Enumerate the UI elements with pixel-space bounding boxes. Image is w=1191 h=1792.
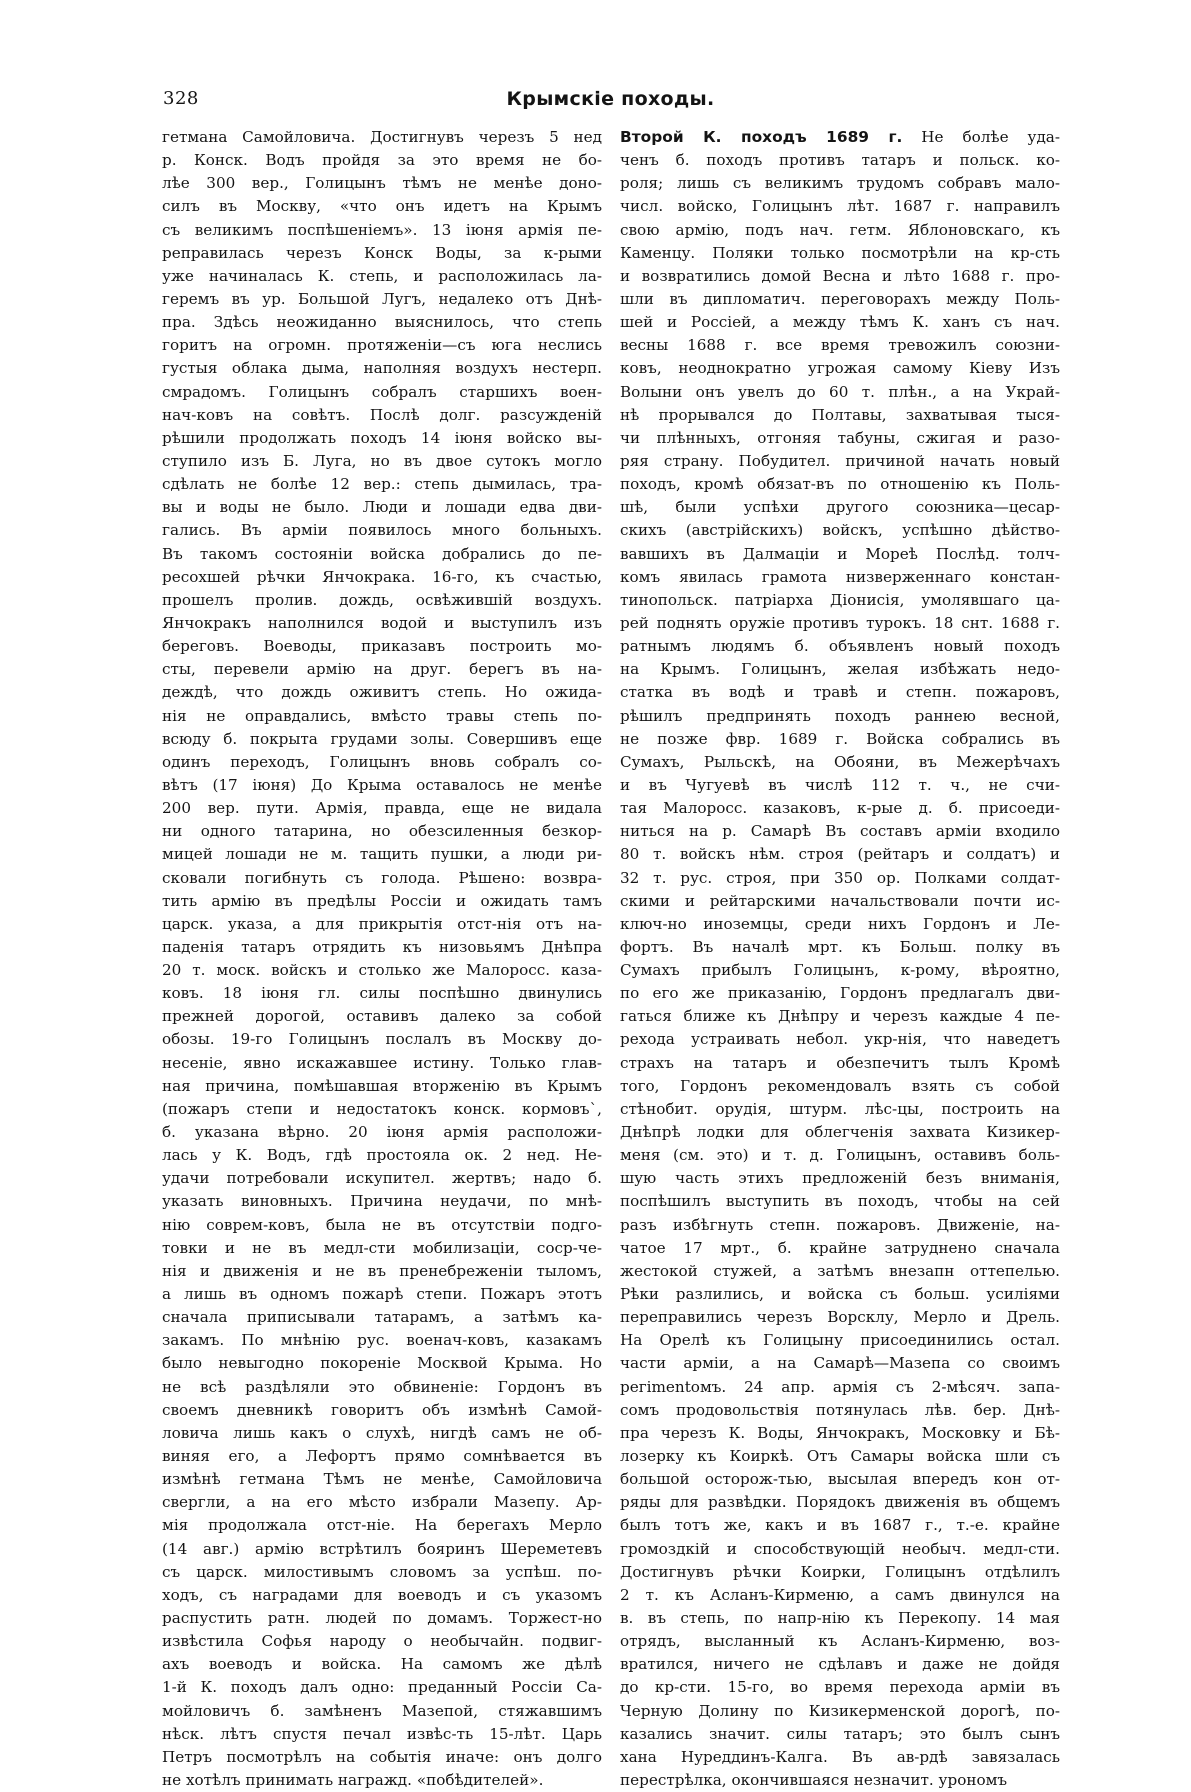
text-line: рѣшилъ предпринять походъ раннею весной, [620,706,1060,725]
text-line: Петръ посмотрѣлъ на событія иначе: онъ долго [162,1747,602,1766]
text-line: горитъ на огромн. протяженіи—съ юга неслись [162,336,602,355]
text-line: не хотѣлъ принимать награжд. «побѣдителей». [162,1770,544,1789]
text-line: скими и рейтарскими начальствовали почти ис- [620,891,1060,910]
text-line: закамъ. По мнѣнію рус. военач-ковъ, казакамъ [162,1331,602,1350]
text-line: гаться ближе къ Днѣпру и черезъ каждые 4 пе- [620,1007,1060,1026]
text-line: вы и воды не было. Люди и лошади едва дви- [162,498,602,517]
text-line: не позже фвр. 1689 г. Войска собрались въ [620,729,1060,748]
text-line: чатое 17 мрт., б. крайне затруднено сначала [620,1238,1060,1257]
text-line: жестокой стужей, а затѣмъ внезапн оттепелью. [620,1261,1060,1280]
text-line: чи плѣнныхъ, отгоняя табуны, сжигая и разо- [620,428,1060,447]
text-line: ни одного татарина, но обезсиленныя безкор- [162,822,602,841]
text-line: меня (см. это) и т. д. Голицынъ, оставивъ боль- [620,1146,1060,1165]
text-line: б. указана вѣрно. 20 іюня армія расположи- [162,1123,602,1142]
text-line: удачи потребовали искупител. жертвъ; надо б. [162,1169,602,1188]
text-line: поспѣшилъ выступить въ походъ, чтобы на сей [620,1192,1060,1211]
text-line: гались. Въ арміи появилось много больныхъ. [162,521,602,540]
text-line: тить армію въ предѣлы Россіи и ожидать тамъ [162,891,602,910]
text-line: большой осторож-тью, высылая впередъ кон от- [620,1470,1060,1489]
text-line: ключ-но иноземцы, среди нихъ Гордонъ и Ле- [620,914,1060,933]
text-line: в. въ степь, по напр-нію къ Перекопу. 14 мая [620,1609,1060,1627]
text-line: казались значит. силы татаръ; это былъ сынъ [620,1724,1060,1743]
text-line: хана Нуреддинъ-Калга. Въ ав-рдѣ завязалась [620,1747,1060,1766]
text-line: сты, перевели армію на друг. берегъ въ на- [162,660,602,679]
text-line: густыя облака дыма, наполняя воздухъ нестерп. [162,359,602,378]
text-line: (14 авг.) армію встрѣтилъ бояринъ Шереметевъ [162,1539,602,1558]
text-line: нач-ковъ на совѣтъ. Послѣ долг. разсужденій [162,405,602,424]
text-line [620,126,1060,149]
text-line: ная причина, помѣшавшая вторженію въ Крымъ [162,1076,602,1095]
text-line: части арміи, а на Самарѣ—Мазепа со своимъ [620,1354,1060,1373]
text-line: силъ въ Москву, «что онъ идетъ на Крымъ [162,197,602,216]
text-line: 1-й К. походъ далъ одно: преданный Россіи Са- [162,1678,602,1697]
text-line: нія не оправдались, вмѣсто травы степь по- [162,706,602,725]
text-line: (пожаръ степи и недостатокъ конск. кормовъ`, [162,1099,602,1118]
text-line: Сумахъ, Рыльскѣ, на Обояни, въ Межерѣчахъ [620,752,1060,771]
text-line: паденія татаръ отрядить къ низовьямъ Днѣпра [162,937,602,956]
text-line: отрядъ, высланный къ Асланъ-Кирменю, воз- [620,1632,1060,1651]
text-line: рѣшили продолжать походъ 14 іюня войско вы- [162,428,602,447]
text-line: съ великимъ поспѣшеніемъ». 13 іюня армія пе- [162,220,602,239]
text-line: статка въ водѣ и травѣ и степн. пожаровъ, [620,683,1060,702]
running-title: Крымскіе походы. [506,88,715,110]
text-line: рехода устраивать небол. укр-нія, что наведетъ [620,1030,1060,1049]
text-line: былъ тотъ же, какъ и въ 1687 г., т.-е. крайне [620,1516,1060,1535]
text-line: числ. войско, Голицынъ лѣт. 1687 г. направилъ [620,197,1060,216]
text-line: ресохшей рѣчки Янчокрака. 16-го, къ счастью, [162,567,602,586]
text-line: Рѣки разлились, и войска съ больш. усиліями [620,1285,1060,1304]
text-line: ратнымъ людямъ б. объявленъ новый походъ [620,637,1060,656]
text-line: шую часть этихъ предложеній безъ вниманія, [620,1169,1060,1188]
text-line: по его же приказанію, Гордонъ предлагалъ дви- [620,984,1060,1003]
text-line-rest: Не болѣе уда- [902,128,1060,146]
text-line: на Крымъ. Голицынъ, желая избѣжать недо- [620,660,1060,679]
right-column [620,126,1060,1792]
text-line: фортъ. Въ началѣ мрт. къ Больш. полку въ [620,937,1060,956]
text-line: всюду б. покрыта грудами золы. Совершивъ еще [162,729,602,748]
text-line: уже начиналась К. степь, и расположилась ла- [162,266,602,285]
text-line: Въ такомъ состояніи войска добрались до пе- [162,544,602,563]
text-line: лѣе 300 вер., Голицынъ тѣмъ не менѣе доно- [162,174,602,193]
page-number: 328 [163,88,199,109]
text-line: стѣнобит. орудія, штурм. лѣс-цы, построить на [620,1099,1060,1118]
text-line: Сумахъ прибылъ Голицынъ, к-рому, вѣроятно, [620,961,1060,980]
text-line: береговъ. Воеводы, приказавъ построить мо- [162,637,602,656]
text-line: пра. Здѣсь неожиданно выяснилось, что степь [162,313,602,332]
text-line: реправилась черезъ Конск Воды, за к-рыми [162,243,602,262]
text-line: Волыни онъ увелъ до 60 т. плѣн., а на Украй- [620,382,1060,401]
text-line: прежней дорогой, оставивъ далеко за собой [162,1007,602,1026]
text-line: вѣтъ (17 іюня) До Крыма оставалось не менѣе [162,775,602,794]
text-line: ловича лишь какъ о слухѣ, нигдѣ самъ не об- [162,1423,602,1442]
text-line: 200 вер. пути. Армія, правда, еще не видала [162,799,602,818]
text-line: геремъ въ ур. Большой Лугъ, недалеко отъ Днѣ- [162,289,602,308]
text-line: Янчокракъ наполнился водой и выступилъ изъ [162,613,602,632]
text-line: ковъ, неоднократно угрожая самому Кіеву Изъ [620,359,1060,378]
text-line: комъ явилась грамота низверженнаго констан- [620,567,1060,586]
text-line: регimentомъ. 24 апр. армія съ 2-мѣсяч. запа- [620,1377,1060,1396]
text-line: нѣ прорывался до Полтавы, захватывая тыся- [620,405,1060,424]
text-line: скихъ (австрійскихъ) войскъ, успѣшно дѣйство- [620,521,1060,540]
text-line: мойловичъ б. замѣненъ Мазепой, стяжавшимъ [162,1701,602,1720]
text-line: Каменцу. Поляки только посмотрѣли на кр-сть [620,243,1060,262]
text-line: несеніе, явно искажавшее истину. Только глав- [162,1053,602,1072]
text-line: ряя страну. Побудител. причиной начать новый [620,451,1060,470]
text-line: шли въ дипломатич. переговорахъ между Поль- [620,289,1060,308]
text-line: измѣнѣ гетмана Тѣмъ не менѣе, Самойловича [162,1470,602,1489]
page-header [163,88,1058,118]
text-line: сомъ продовольствія потянулась лѣв. бер. Днѣ- [620,1400,1060,1419]
text-line: извѣстила Софья народу о необычайн. подвиг- [162,1632,602,1651]
text-line: 2 т. къ Асланъ-Кирменю, а самъ двинулся на [620,1585,1060,1604]
text-line: гетмана Самойловича. Достигнувъ черезъ 5 нед [162,128,602,146]
text-line: походъ, кромѣ обязат-въ по отношенію къ Поль- [620,475,1060,494]
text-line: указать виновныхъ. Причина неудачи, по мнѣ- [162,1192,602,1211]
text-line: мицей лошади не м. тащить пушки, а люди ри- [162,845,602,864]
text-line: вавшихъ въ Далмаціи и Мореѣ Послѣд. толч- [620,544,1060,563]
text-line: ступило изъ Б. Луга, но въ двое сутокъ могло [162,451,602,470]
text-line: было невыгодно покореніе Москвой Крыма. Но [162,1354,602,1373]
text-line: виняя его, а Лефортъ прямо сомнѣвается въ [162,1447,602,1466]
text-line: разъ избѣгнуть степн. пожаровъ. Движеніе, на- [620,1215,1060,1234]
text-line: сначала приписывали татарамъ, а затѣмъ ка- [162,1308,602,1327]
text-line: лась у К. Водъ, гдѣ простояла ок. 2 нед. Не- [162,1146,602,1165]
text-line: громоздкій и способствующій необыч. медл-сти. [620,1539,1060,1558]
text-line: свою армію, подъ нач. гетм. Яблоновскаго, къ [620,220,1060,239]
text-line: ниться на р. Самарѣ Въ составъ арміи входило [620,822,1060,841]
text-line: роля; лишь съ великимъ трудомъ собравъ мало- [620,174,1060,193]
text-line: мія продолжала отст-ніе. На берегахъ Мерло [162,1516,602,1535]
text-line: весны 1688 г. все время тревожилъ союзни- [620,336,1060,355]
text-line: переправились черезъ Ворсклу, Мерло и Дрель. [620,1308,1060,1327]
left-column [162,126,602,1792]
text-line: 20 т. моск. войскъ и столько же Малоросс. каза- [162,961,602,980]
text-line: не всѣ раздѣляли это обвиненіе: Гордонъ въ [162,1377,602,1396]
text-line: Достигнувъ рѣчки Коирки, Голицынъ отдѣлилъ [620,1562,1060,1581]
text-line: товки и не въ медл-сти мобилизаціи, соср-че- [162,1238,602,1257]
text-line: ходъ, съ наградами для воеводъ и съ указомъ [162,1585,602,1604]
text-line: р. Конск. Водъ пройдя за это время не бо- [162,151,602,170]
section-heading: Второй К. походъ 1689 г. [620,128,903,146]
text-line: царск. указа, а для прикрытія отст-нія отъ на- [162,914,602,933]
text-line: смрадомъ. Голицынъ собралъ старшихъ воен- [162,382,602,401]
text-line: съ царск. милостивымъ словомъ за успѣш. по- [162,1562,602,1581]
text-line: ковъ. 18 іюня гл. силы поспѣшно двинулись [162,984,602,1003]
text-line: пра черезъ К. Воды, Янчокракъ, Московку и Бѣ- [620,1423,1060,1442]
text-line: Днѣпрѣ лодки для облегченія захвата Кизикер- [620,1123,1060,1142]
text-line: шѣ, были успѣхи другого союзника—цесар- [620,498,1060,517]
text-line: распустить ратн. людей по домамъ. Торжест-но [162,1609,602,1627]
text-line: того, Гордонъ рекомендовалъ взять съ собой [620,1076,1060,1095]
text-line: и возвратились домой Весна и лѣто 1688 г. про- [620,266,1060,285]
text-line: одинъ переходъ, Голицынъ вновь собралъ со- [162,752,602,771]
text-line: тая Малоросс. казаковъ, к-рые д. б. присоеди- [620,799,1060,818]
text-line: сдѣлать не болѣе 12 вер.: степь дымилась, тра- [162,475,602,494]
text-line: лозерку къ Коиркѣ. Отъ Самары войска шли съ [620,1447,1060,1466]
text-line: а лишь въ одномъ пожарѣ степи. Пожаръ этотъ [162,1285,602,1304]
text-line: свергли, а на его мѣсто избрали Мазепу. Ар- [162,1493,602,1512]
text-line: перестрѣлка, окончившаяся незначит. урономъ [620,1770,1008,1789]
text-line: до кр-сти. 15-го, во время перехода арміи въ [620,1678,1060,1697]
text-line: нію соврем-ковъ, была не въ отсутствіи подго- [162,1215,602,1234]
text-line: 80 т. войскъ нѣм. строя (рейтаръ и солдатъ) и [620,845,1060,864]
text-line: нѣск. лѣтъ спустя печал извѣс-ть 15-лѣт. Царь [162,1724,602,1743]
text-line: прошелъ пролив. дождь, освѣжившій воздухъ. [162,590,602,609]
text-line: сковали погибнуть съ голода. Рѣшено: возвра- [162,868,602,887]
text-line: тинопольск. патріарха Діонисія, умолявшаго ца- [620,590,1060,609]
text-line: Черную Долину по Кизикерменской дорогѣ, по- [620,1701,1060,1720]
text-line: нія и движенія и не въ пренебреженіи тыломъ, [162,1261,602,1280]
text-line: обозы. 19-го Голицынъ послалъ въ Москву до- [162,1030,602,1049]
text-line: шей и Россіей, а между тѣмъ К. ханъ съ нач. [620,313,1060,332]
text-line: вратился, ничего не сдѣлавъ и даже не дойдя [620,1655,1060,1674]
text-line: и въ Чугуевѣ въ числѣ 112 т. ч., не счи- [620,775,1060,794]
text-line: ченъ б. походъ противъ татаръ и польск. ко- [620,151,1060,170]
text-line: На Орелѣ къ Голицыну присоединились остал. [620,1331,1060,1350]
text-line: ахъ воеводъ и войска. На самомъ же дѣлѣ [162,1655,602,1674]
text-line: деждѣ, что дождь оживитъ степь. Но ожида- [162,683,602,702]
text-line: 32 т. рус. строя, при 350 ор. Полками солдат- [620,868,1060,887]
text-line: своемъ дневникѣ говоритъ объ измѣнѣ Самой- [162,1400,602,1419]
text-line: рей поднять оружіе противъ турокъ. 18 снт. 1688 г. [620,613,1060,632]
text-line: ряды для развѣдки. Порядокъ движенія въ общемъ [620,1493,1060,1512]
text-line: страхъ на татаръ и обезпечитъ тылъ Кромѣ [620,1053,1060,1072]
